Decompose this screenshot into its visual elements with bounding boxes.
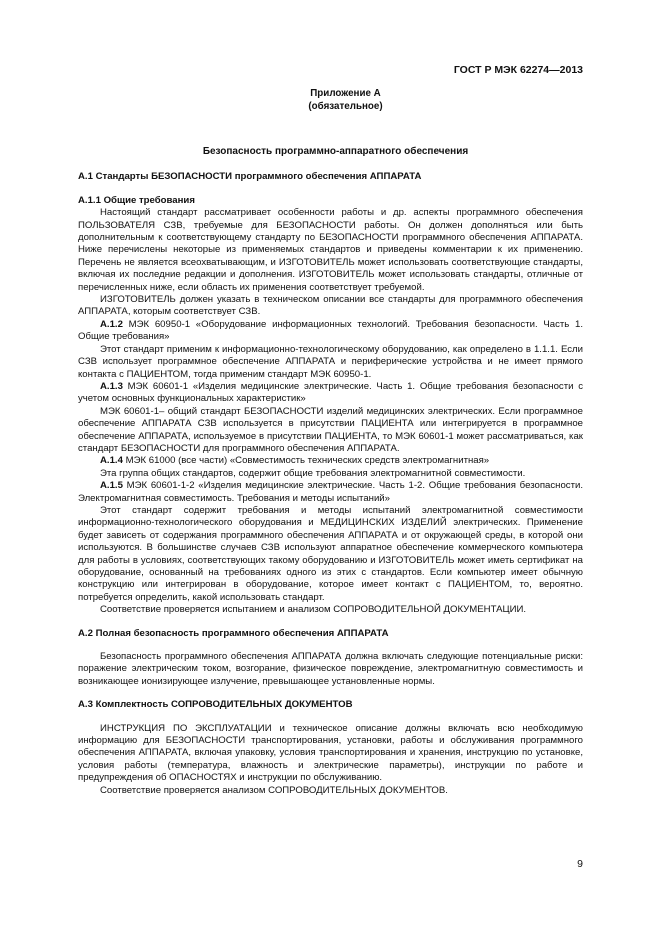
clause-number: А.1.4 [100,455,123,467]
appendix-heading [0,88,661,113]
clause-a14 [78,455,583,467]
spacer [78,617,583,628]
clause-number: А.1.3 [100,380,123,392]
clause-number: А.1.5 [100,480,123,492]
standard-header: ГОСТ Р МЭК 62274—2013 [453,64,583,76]
clause-text: МЭК 61000 (все части) «Совместимость технических средств электромагнитная» [122,455,490,467]
paragraph: МЭК 60601-1– общий стандарт БЕЗОПАСНОСТИ изделий медицинских электрических. Если программное обеспечение АППАРАТА СЗВ используется в присутствии ПАЦИЕНТА или интегрируется в программное обеспечение АППАРАТА, используемое в присутствии ПАЦИЕНТА, то МЭК 60601-1 может рассматриваться, как стандарт БЕЗОПАСНОСТИ для программного обеспечения АППАРАТА. [78,405,583,454]
appendix-title: Приложение А [310,88,381,99]
section-a1-title: А.1 Стандарты БЕЗОПАСНОСТИ программного обеспечения АППАРАТА [78,171,422,183]
clause-a15 [78,480,583,505]
section-a3-title: А.3 Комплектность СОПРОВОДИТЕЛЬНЫХ ДОКУМЕНТОВ [78,699,353,711]
clause-number: А.1.2 [100,318,123,330]
paragraph: Эта группа общих стандартов, содержит общие требования электромагнитной совместимости. [100,467,526,479]
page-number: 9 [577,858,583,870]
paragraph: Этот стандарт применим к информационно-технологическому оборудованию, как определено в 1.1.1. Если СЗВ использует программное обеспечение АППАРАТА и периферические устройства и не имеет прямого контакта с ПАЦИЕНТОМ, тогда применим стандарт МЭК 60950-1. [78,343,583,380]
paragraph: Безопасность программного обеспечения АППАРАТА должна включать следующие потенциальные риски: поражение электрическим током, возгорание, физическое повреждение, электромагнитную совместимость и возникающее ионизирующее излучение, превышающее установленные нормы. [78,651,583,687]
paragraph: Соответствие проверяется испытанием и анализом СОПРОВОДИТЕЛЬНОЙ ДОКУМЕНТАЦИИ. [100,604,527,616]
clause-a12 [78,319,583,344]
paragraph: Настоящий стандарт рассматривает особенности работы и др. аспекты программного обеспечения ПОЛЬЗОВАТЕЛЯ СЗВ, требуемые для БЕЗОПАСНОСТИ работы. Он должен дополняться или быть дополнительным к соответствующему стандарту по БЕЗОПАСНОСТИ программного обеспечения АППАРАТА. Ниже перечислены некоторые из применяемых стандартов и приведены комментарии к их применению. Перечень не является всеохватывающим, и ИЗГОТОВИТЕЛЬ может использовать соответствующие стандарты, включая их последние редакции и дополнения. ИЗГОТОВИТЕЛЬ может использовать стандарты, отличные от перечисленных ниже, если область их применения соответствует требуемой. [78,207,583,293]
paragraph: ИНСТРУКЦИЯ ПО ЭКСПЛУАТАЦИИ и техническое описание должны включать всю необходимую информацию для БЕЗОПАСНОСТИ транспортирования, установки, работы и обслуживания программного обеспечения АППАРАТА, включая упаковку, условия транспортирования и хранения, инструкцию по установке, условия работы (температура, влажность и электрические параметры), инструкции по работе и предупреждения об ОПАСНОСТЯХ и инструкции по обслуживанию. [78,722,583,784]
subsection-a11-title: А.1.1 Общие требования [78,194,195,206]
clause-text: МЭК 60601-1-2 «Изделия медицинские электрические. Часть 1-2. Общие требования безопасности. Электромагнитная совместимость. Требования и методы испытаний» [78,480,583,504]
paragraph: ИЗГОТОВИТЕЛЬ должен указать в техническом описании все стандарты для программного обеспечения АППАРАТА, которым соответствует СЗВ. [78,294,583,318]
paragraph: Этот стандарт содержит требования и методы испытаний электромагнитной совместимости информационно-технологического оборудования и МЕДИЦИНСКИХ ИЗДЕЛИЙ электрических. Применение будет зависеть от содержания программного обеспечения АППАРАТА и от окружающей среды, в которой они используются. В большинстве случаев СЗВ используют аппаратное обеспечение коммерческого компьютера для работы в условиях, соответствующих такому оборудованию и ИЗГОТОВИТЕЛЬ может иметь сертификат на оборудование, основанный на требованиях одного из этих с стандартов. Если компьютер имеет обычную конструкцию или интегрирован в оборудование, которое имеет контакт с ПАЦИЕНТОМ, то, вероятно. потребуется определить, какой использовать стандарт. [78,504,583,603]
section-a2-title: А.2 Полная безопасность программного обеспечения АППАРАТА [78,627,389,639]
document-body [78,146,583,797]
clause-a13 [78,381,583,406]
clause-text: МЭК 60950-1 «Оборудование информационных технологий. Требования безопасности. Часть 1. Общие требования» [78,318,583,343]
appendix-type: (обязательное) [308,100,383,112]
main-title: Безопасность программно-аппаратного обеспечения [202,146,469,157]
clause-text: МЭК 60601-1 «Изделия медицинские электрические. Часть 1. Общие требования безопасности с учетом основных функциональных характеристик» [78,380,583,405]
spacer [78,688,583,699]
paragraph: Соответствие проверяется анализом СОПРОВОДИТЕЛЬНЫХ ДОКУМЕНТОВ. [100,784,448,796]
